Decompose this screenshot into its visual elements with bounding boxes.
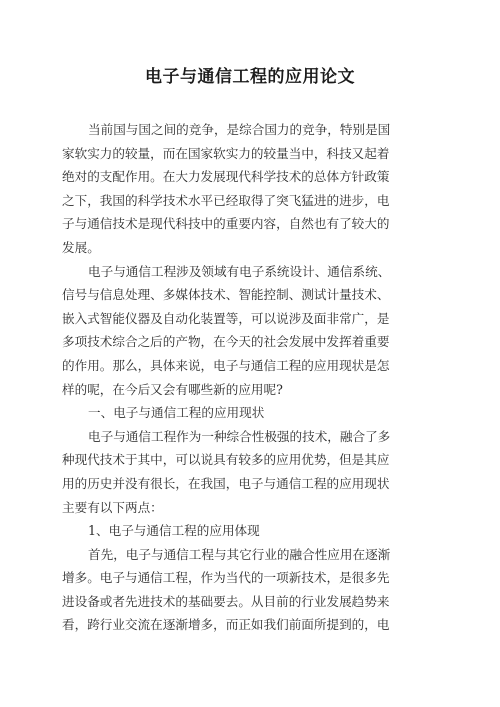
text-line: 增多。电子与通信工程，作为当代的一项新技术，是很多先 <box>62 570 390 586</box>
text-line: 一、电子与通信工程的应用现状 <box>88 405 265 421</box>
text-line: 多项技术综合之后的产物，在今天的社会发展中发挥着重要 <box>62 334 390 350</box>
text-line: 种现代技术于其中，可以说具有较多的应用优势，但是其应 <box>62 452 390 468</box>
text-line: 1、电子与通信工程的应用体现 <box>88 523 260 539</box>
text-line: 进设备或者先进技术的基础要去。从目前的行业发展趋势来 <box>62 593 390 609</box>
text-line: 绝对的支配作用。在大力发展现代科学技术的总体方针政策 <box>62 169 390 185</box>
text-line: 用的历史并没有很长，在我国，电子与通信工程的应用现状 <box>62 475 390 491</box>
text-line: 样的呢，在今后又会有哪些新的应用呢? <box>62 381 283 397</box>
text-line: 主要有以下两点： <box>62 499 163 515</box>
text-line: 首先，电子与通信工程与其它行业的融合性应用在逐渐 <box>88 546 391 562</box>
text-line: 嵌入式智能仪器及自动化装置等，可以说涉及面非常广，是 <box>62 310 390 326</box>
text-line: 发展。 <box>62 239 100 255</box>
text-line: 信号与信息处理、多媒体技术、智能控制、测试计量技术、 <box>62 287 390 303</box>
text-line: 之下，我国的科学技术水平已经取得了突飞猛进的进步，电 <box>62 192 390 208</box>
text-line: 的作用。那么，具体来说，电子与通信工程的应用现状是怎 <box>62 357 390 373</box>
document-body <box>62 118 436 637</box>
text-line: 子与通信技术是现代科技中的重要内容，自然也有了较大的 <box>62 216 390 232</box>
document-title: 电子与通信工程的应用论文 <box>145 67 355 87</box>
text-line: 家软实力的较量，而在国家软实力的较量当中，科技又起着 <box>62 145 390 161</box>
text-line: 当前国与国之间的竞争，是综合国力的竞争，特别是国 <box>88 122 391 137</box>
text-line: 电子与通信工程作为一种综合性极强的技术，融合了多 <box>88 428 391 444</box>
text-line: 看，跨行业交流在逐渐增多，而正如我们前面所提到的，电 <box>62 617 390 633</box>
text-line: 电子与通信工程涉及领域有电子系统设计、通信系统、 <box>88 263 391 279</box>
